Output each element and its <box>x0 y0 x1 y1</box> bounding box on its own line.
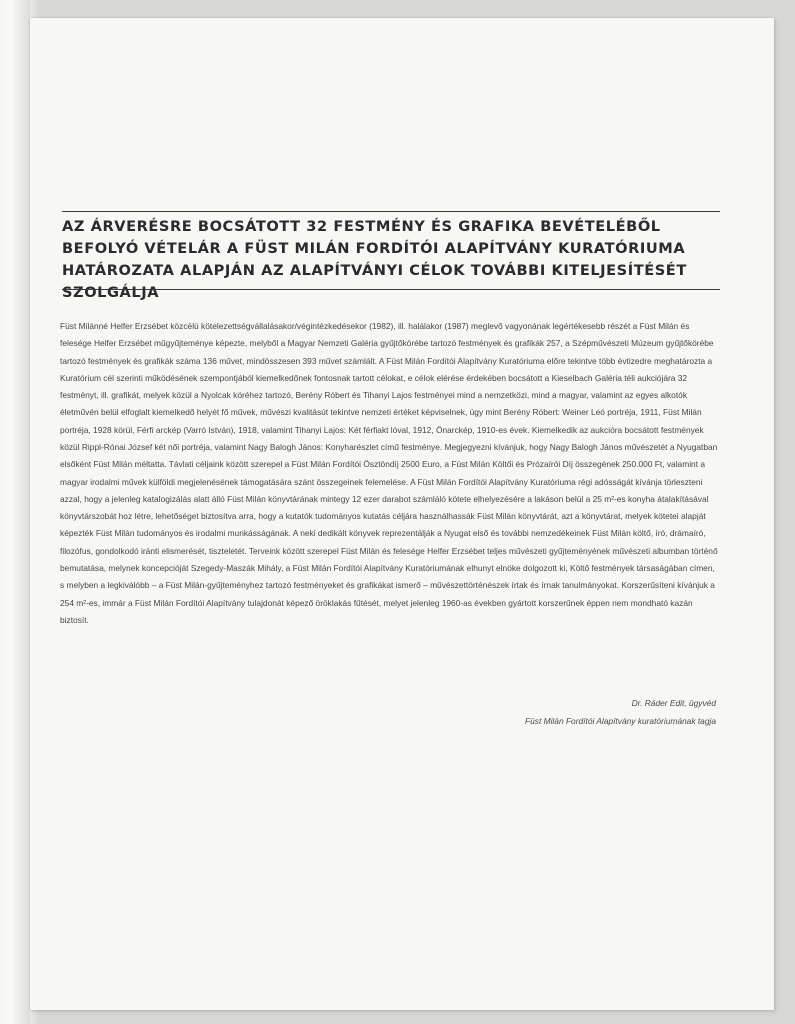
previous-page-edge <box>0 0 30 1024</box>
document-page <box>30 18 774 1010</box>
signature-block <box>296 694 716 730</box>
signature-name: Dr. Ráder Edit, ügyvéd <box>631 698 716 708</box>
heading-bottom-rule <box>62 289 720 290</box>
page-heading: AZ ÁRVERÉSRE BOCSÁTOTT 32 FESTMÉNY ÉS GRAFIKA BEVÉTELÉBŐL BEFOLYÓ VÉTELÁR A FÜST MILÁN FORDÍTÓI ALAPÍTVÁNY KURATÓRIUMA HATÁROZATA ALAPJÁN AZ ALAPÍTVÁNYI CÉLOK TOVÁBBI KITELJESÍTÉSÉT SZOLGÁLJA <box>62 218 687 301</box>
body-paragraph: Füst Milánné Helfer Erzsébet közcélú kötelezettségvállalásakor/végintézkedésekor (1982), ill. halálakor (1987) meglevő vagyonának legértékesebb részét a Füst Milán és felesége Helfer Erzsébet műgyűjteménye képezte, melyből a Magyar Nemzeti Galéria gyűjtőkörébe tartozó festmények és grafikák 257, a Szépművészeti Múzeum gyűjtőkörébe tartozó festmények és grafikák száma 136 művet, mindösszesen 393 művet számlált. A Füst Milán Fordítói Alapítvány Kuratóriuma előre tekintve több évtizedre meghatározta a Kuratórium cél szerinti működésének szempontjából kiemelkedőnek fontosnak tartott célokat, e célok elérése érdekében bocsátott a Kieselbach Galéria téli aukciójára 32 festményt, ill. grafikát, melyek közül a Nyolcak köréhez tartozó, Berény Róbert és Tihanyi Lajos festményei mind a nemzetközi, mind a magyar, valamint az egyes alkotók életművén belül elfoglalt kiemelkedő helyét fő művek, művészi kvalitásút tekintve nemzeti értéket képviselnek, úgy mint Berény Róbert: Weiner Leó portréja, 1911, Füst Milán portréja, 1928 körül, Férfi arckép (Varró István), 1918, valamint Tihanyi Lajos: Két férfiakt lóval, 1912, Önarckép, 1910-es évek. Kiemelkedik az aukcióra bocsátott festmények közül Rippl-Rónai József két női portréja, valamint Nagy Balogh János: Konyharészlet című festménye. Megjegyezni kívánjuk, hogy Nagy Balogh János művészetét a Nyugatban elsőként Füst Milán méltatta. Távlati céljaink között szerepel a Füst Milán Fordítói Ösztöndíj 2500 Euro, a Füst Milán Költői és Prózaírói Díj összegének 250.000 Ft, valamint a magyar irodalmi művek külföldi megjelenésének támogatására szánt összegeinek felemelése. A Füst Milán Fordítói Alapítvány Kuratóriuma régi adósságát kívánja törleszteni azzal, hogy a jelenleg katalogizálás alatt álló Füst Milán könyvtárának mintegy 12 ezer darabot számláló kötete elhelyezésére a lakáson belül a 25 m²-es konyha átalakításával könyvtárszobát hoz létre, lehetőséget biztosítva arra, hogy a kutatók tudományos kutatás céljára használhassák Füst Milán könyvtárát, azt a könyvtárat, melyek kötetei alapját képezték Füst Milán tudományos és irodalmi munkásságának. A neki dedikált könyvek reprezentálják a Nyugat első és további nemzedékeinek Füst Milán költő, író, drámaíró, filozófus, gondolkodó iránti elismerését, tiszteletét. Terveink között szerepel Füst Milán és felesége Helfer Erzsébet teljes művészeti gyűjteményének művészeti albumban történő bemutatása, melynek koncepcióját Szegedy-Maszák Mihály, a Füst Milán Fordítói Alapítvány Kuratóriumának elhunyt elnöke dolgozott ki, Költő festmények társaságában címen, s melyben a legkiválóbb – a Füst Milán-gyűjteményhez tartozó festményeket és grafikákat ismerő – művészettörténészek írtak és írnak tanulmányokat. Korszerűsíteni kívánjuk a 254 m²-es, immár a Füst Milán Fordítói Alapítvány tulajdonát képező öröklakás fűtését, melyet jelenleg 1960-as években gyártott korszerűnek éppen nem mondható kazán biztosít. <box>60 321 718 625</box>
heading-top-rule <box>62 211 720 212</box>
signature-role: Füst Milán Fordítói Alapítvány kuratóriumának tagja <box>524 716 716 726</box>
